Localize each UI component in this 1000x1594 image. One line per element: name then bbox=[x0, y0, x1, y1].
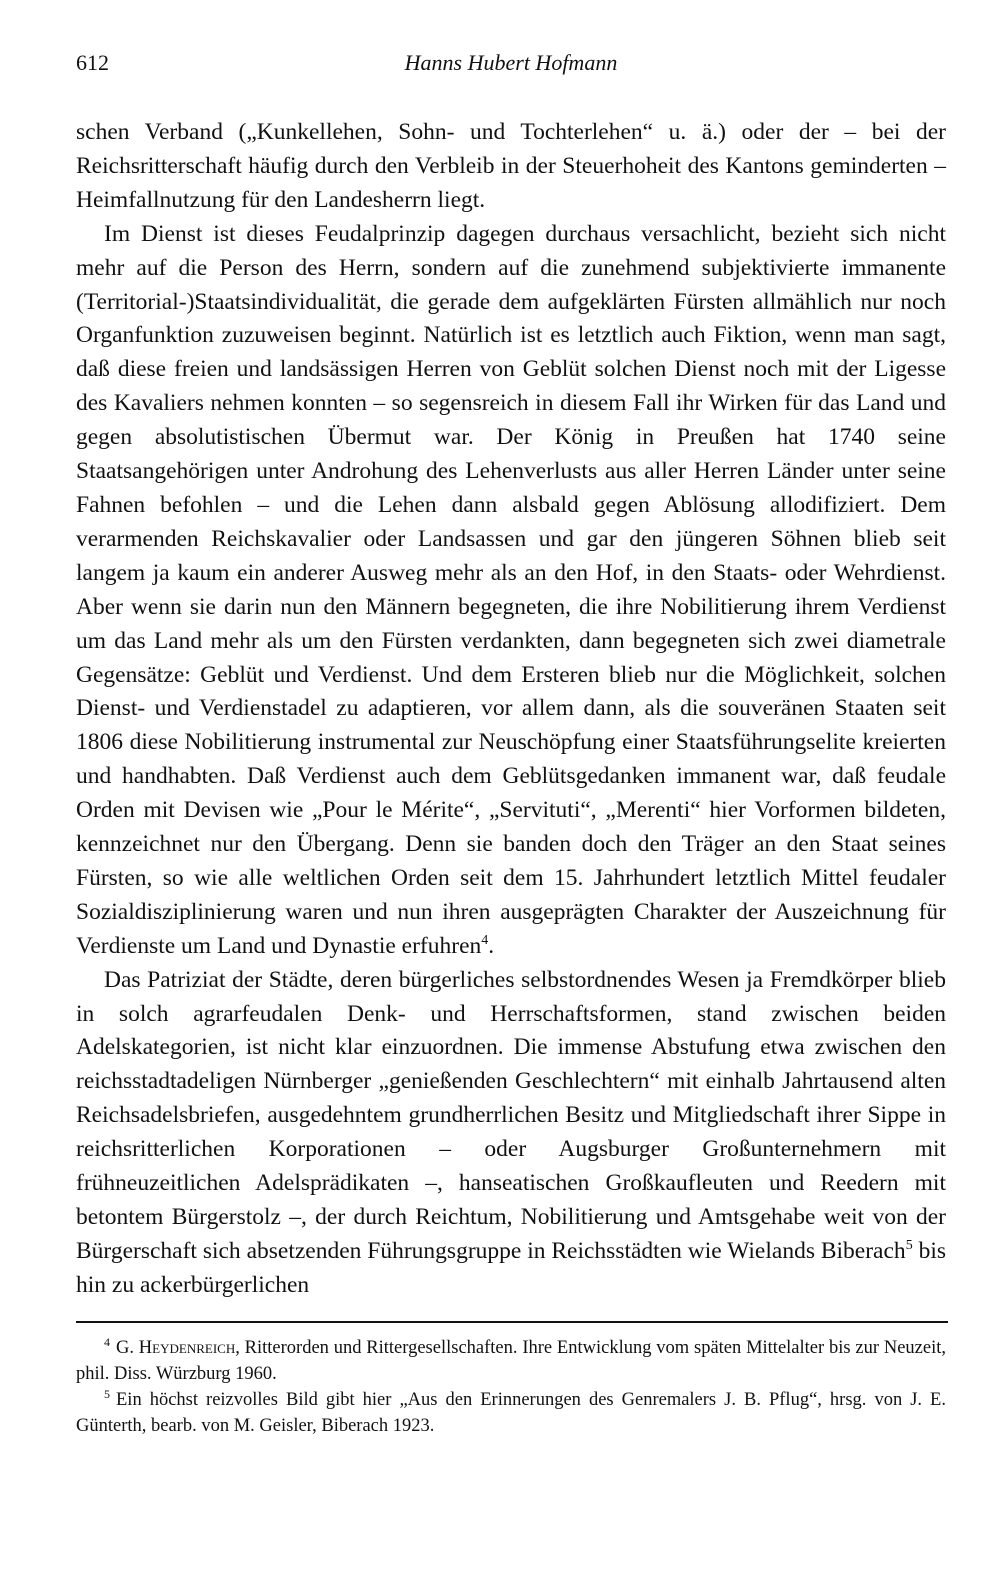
running-head: Hanns Hubert Hofmann bbox=[404, 50, 618, 75]
paragraph-3-text: Das Patriziat der Städte, deren bürgerliches selbstordnendes Wesen ja Fremdkörper blieb in solch agrarfeudalen Denk- und Herrschaftsformen, stand zwischen beiden Adelskategorien, ist nicht klar einzuordnen. Die immense Abstufung etwa zwischen den reichsstadtadeligen Nürnberger „genießenden Geschlechtern“ mit einhalb Jahrtausend alten Reichsadelsbriefen, ausgedehntem grundherrlichen Besitz und Mitgliedschaft ihrer Sippe in reichsritterlichen Korporationen – oder Augsburger Großunternehmern mit frühneuzeitlichen Adelsprädikaten –, hanseatischen Großkaufleuten und Reedern mit betontem Bürgerstolz –, der durch Reichtum, Nobilitierung und Amtsgehabe weit von der Bürgerschaft sich absetzenden Führungsgruppe in Reichsstädten wie Wielands Biberach bbox=[76, 966, 946, 1264]
paragraph-1: schen Verband („Kunkellehen, Sohn- und Tochterlehen“ u. ä.) oder der – bei der Reichsritterschaft häufig durch den Verbleib in der Steuerhoheit des Kantons geminderten – Heimfallnutzung für den Landesherrn liegt. bbox=[76, 119, 946, 213]
paragraph-2-end: . bbox=[488, 932, 495, 959]
paragraph-2-text: Im Dienst ist dieses Feudalprinzip dagegen durchaus versachlicht, bezieht sich nicht mehr auf die Person des Herrn, sondern auf die zunehmend subjektivierte immanente (Territorial-)Staatsindividualität, die gerade dem aufgeklärten Fürsten allmählich nur noch Organfunktion zuzuweisen beginnt. Natürlich ist es letztlich auch Fiktion, wenn man sagt, daß diese freien und landsässigen Herren von Geblüt solchen Dienst noch mit der Ligesse des Kavaliers nehmen konnten – so segensreich in diesem Fall ihr Wirken für das Land und gegen absolutistischen Übermut war. Der König in Preußen hat 1740 seine Staatsangehörigen unter Androhung des Lehenverlusts aus aller Herren Länder unter seine Fahnen befohlen – und die Lehen dann alsbald gegen Ablösung allodifiziert. Dem verarmenden Reichskavalier oder Landsassen und gar den jüngeren Söhnen blieb seit langem ja kaum ein anderer Ausweg mehr als an den Hof, in den Staats- oder Wehrdienst. Aber wenn sie darin nun den Männern begegneten, die ihre Nobilitierung ihrem Verdienst um das Land mehr als um den Fürsten verdankten, dann begegneten sich zwei diametrale Gegensätze: Geblüt und Verdienst. Und dem Ersteren blieb nur die Möglichkeit, solchen Dienst- und Verdienstadel zu adaptieren, vor allem dann, als die souveränen Staaten seit 1806 diese Nobilitierung instrumental zur Neuschöpfung einer Staatsführungselite kreierten und handhabten. Daß Verdienst auch dem Geblütsgedanken immanent war, daß feudale Orden mit Devisen wie „Pour le Mérite“, „Servituti“, „Merenti“ hier Vorformen bildeten, kennzeichnet nur den Übergang. Denn sie banden doch den Träger an den Staat seines Fürsten, so wie alle weltlichen Orden seit dem 15. Jahrhundert letztlich Mittel feudaler Sozialdisziplinierung waren und nun ihren ausgeprägten Charakter der Auszeichnung für Verdienste um Land und Dynastie erfuhren bbox=[76, 220, 946, 959]
paragraph-3-end: bis hin zu ackerbürgerlichen bbox=[76, 1237, 946, 1298]
body-text bbox=[76, 116, 946, 1303]
footnote-mark: 4 bbox=[104, 1334, 110, 1349]
footnote-ref-5[interactable]: 5 bbox=[905, 1237, 913, 1253]
paragraph-3 bbox=[76, 964, 946, 1303]
footnote-mark: 5 bbox=[104, 1386, 110, 1401]
footnote-divider bbox=[76, 1321, 948, 1323]
footnote-ref-4[interactable]: 4 bbox=[481, 932, 489, 948]
footnote-4 bbox=[76, 1335, 946, 1387]
paragraph-2 bbox=[76, 218, 946, 964]
footnote-text: , Ritterorden und Rittergesellschaften. Ihre Entwicklung vom späten Mittelalter bis zur Neuzeit, phil. Diss. Würzburg 1960. bbox=[76, 1337, 946, 1384]
footnotes bbox=[76, 1335, 946, 1439]
page-number: 612 bbox=[76, 50, 109, 75]
page-header bbox=[76, 44, 946, 78]
footnote-text: Ein höchst reizvolles Bild gibt hier „Aus den Erinnerungen des Genremalers J. B. Pflug“, hrsg. von J. E. Günterth, bearb. von M. Geisler, Biberach 1923. bbox=[76, 1389, 946, 1436]
footnote-author: G. Heydenreich bbox=[116, 1337, 236, 1358]
footnote-5 bbox=[76, 1387, 946, 1439]
book-page bbox=[76, 44, 946, 1564]
